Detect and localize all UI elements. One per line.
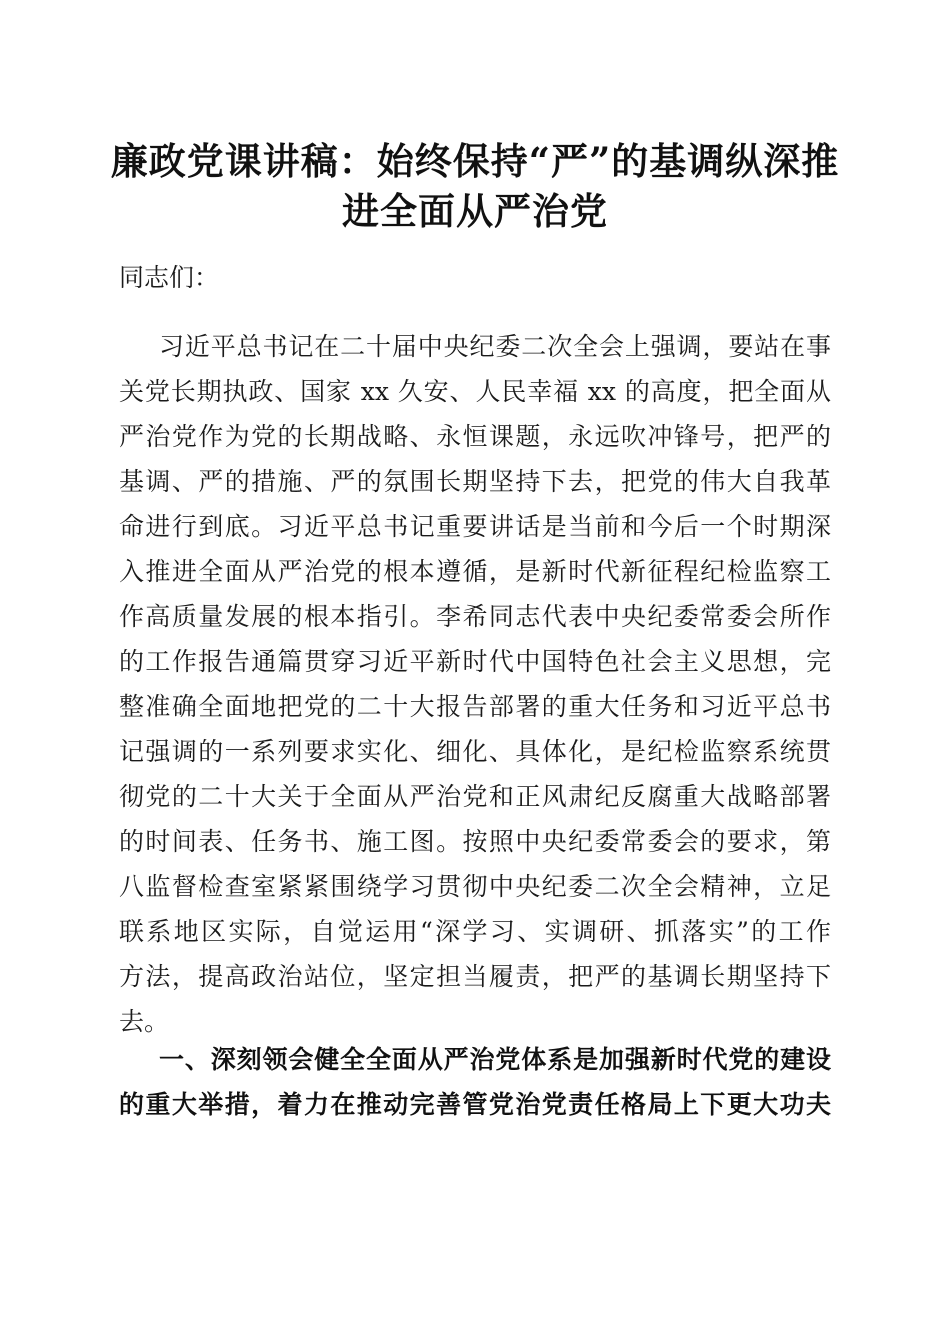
paragraph-line: 方法，提高政治站位，坚定担当履责，把严的基调长期坚持下	[119, 962, 831, 991]
heading-line: 的重大举措，着力在推动完善管党治党责任格局上下更大功夫	[119, 1090, 831, 1119]
greeting: 同志们：	[119, 263, 220, 292]
document-title	[100, 136, 850, 236]
paragraph-line: 入推进全面从严治党的根本遵循，是新时代新征程纪检监察工	[119, 557, 831, 586]
section-heading	[119, 1037, 831, 1127]
paragraph-line: 基调、严的措施、严的氛围长期坚持下去，把党的伟大自我革	[119, 467, 831, 496]
paragraph-line: 彻党的二十大关于全面从严治党和正风肃纪反腐重大战略部署	[119, 782, 831, 811]
paragraph-line: 的工作报告通篇贯穿习近平新时代中国特色社会主义思想，完	[119, 647, 831, 676]
paragraph-line: 作高质量发展的根本指引。李希同志代表中央纪委常委会所作	[119, 602, 831, 631]
title-line: 廉政党课讲稿：始终保持“严”的基调纵深推	[110, 139, 840, 183]
paragraph-line: 习近平总书记在二十届中央纪委二次全会上强调，要站在事	[159, 332, 831, 361]
paragraph-line: 的时间表、任务书、施工图。按照中央纪委常委会的要求，第	[119, 827, 831, 856]
title-line: 进全面从严治党	[342, 189, 608, 233]
paragraph-line: 关党长期执政、国家 xx 久安、人民幸福 xx 的高度，把全面从	[119, 377, 831, 406]
paragraph-line: 命进行到底。习近平总书记重要讲话是当前和今后一个时期深	[119, 512, 831, 541]
paragraph-line: 整准确全面地把党的二十大报告部署的重大任务和习近平总书	[119, 692, 831, 721]
paragraph-line: 严治党作为党的长期战略、永恒课题，永远吹冲锋号，把严的	[119, 422, 831, 451]
intro-paragraph	[119, 324, 831, 1044]
paragraph-line: 联系地区实际，自觉运用“深学习、实调研、抓落实”的工作	[119, 917, 831, 946]
heading-line: 一、深刻领会健全全面从严治党体系是加强新时代党的建设	[159, 1045, 831, 1074]
paragraph-line: 八监督检查室紧紧围绕学习贯彻中央纪委二次全会精神，立足	[119, 872, 831, 901]
paragraph-line: 记强调的一系列要求实化、细化、具体化，是纪检监察系统贯	[119, 737, 831, 766]
paragraph-line: 去。	[119, 1007, 170, 1036]
